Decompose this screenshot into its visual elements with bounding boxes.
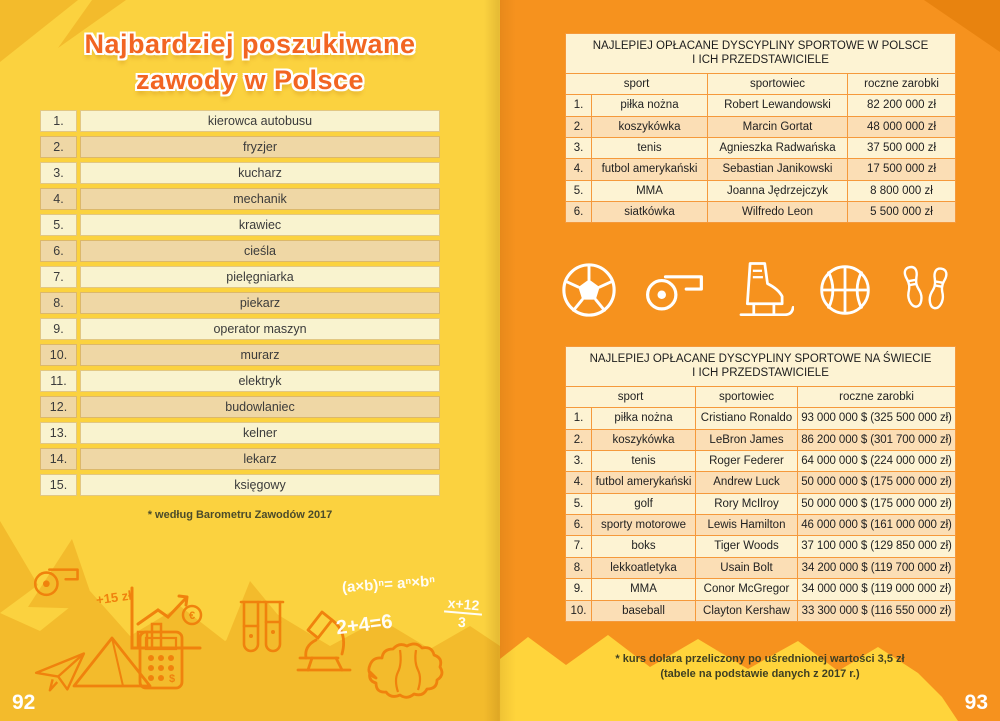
- page-number-left: 92: [12, 691, 36, 714]
- basketball-icon: [817, 262, 873, 318]
- power-formula-label: (a×b)ⁿ= aⁿ×bⁿ: [341, 572, 436, 597]
- job-name: murarz: [80, 344, 440, 366]
- rank-cell: 5.: [566, 493, 592, 514]
- earnings-cell: 37 500 000 zł: [848, 137, 956, 158]
- table-row: [566, 579, 956, 600]
- rank-cell: 5.: [566, 180, 592, 201]
- job-name: elektryk: [80, 370, 440, 392]
- right-footnote: [545, 652, 975, 682]
- rank-cell: 10.: [566, 600, 592, 621]
- job-name: lekarz: [80, 448, 440, 470]
- job-name: krawiec: [80, 214, 440, 236]
- earnings-cell: 82 200 000 zł: [848, 95, 956, 116]
- sport-cell: golf: [592, 493, 696, 514]
- sport-cell: boks: [592, 536, 696, 557]
- rank-cell: 2.: [566, 116, 592, 137]
- col-header-athlete: sportowiec: [708, 73, 848, 94]
- athlete-cell: Tiger Woods: [696, 536, 798, 557]
- table-title-line1: NAJLEPIEJ OPŁACANE DYSCYPLINY SPORTOWE NA ŚWIECIE: [589, 353, 932, 365]
- earnings-cell: 93 000 000 $ (325 500 000 zł): [798, 408, 956, 429]
- job-rank: 7.: [40, 266, 77, 288]
- rank-cell: 1.: [566, 408, 592, 429]
- col-header-sport: sport: [566, 386, 696, 407]
- whistle-icon: [641, 263, 707, 317]
- right-footnote-line2: (tabele na podstawie danych z 2017 r.): [660, 668, 860, 680]
- soccer-ball-icon: [560, 261, 618, 319]
- job-list-row: [40, 188, 440, 210]
- job-list-row: [40, 110, 440, 132]
- sport-cell: koszykówka: [592, 116, 708, 137]
- sport-cell: MMA: [592, 180, 708, 201]
- page-title: [0, 26, 500, 98]
- athlete-cell: Wilfredo Leon: [708, 202, 848, 223]
- athlete-cell: Andrew Luck: [696, 472, 798, 493]
- rank-cell: 8.: [566, 557, 592, 578]
- earnings-cell: 46 000 000 $ (161 000 000 zł): [798, 515, 956, 536]
- job-rank: 1.: [40, 110, 77, 132]
- table-row: [566, 137, 956, 158]
- page-title-line1: Najbardziej poszukiwane: [84, 29, 416, 59]
- left-footnote: * według Barometru Zawodów 2017: [147, 509, 333, 521]
- sport-cell: futbol amerykański: [592, 472, 696, 493]
- world-sports-table: [565, 346, 956, 622]
- sport-cell: MMA: [592, 579, 696, 600]
- job-name: księgowy: [80, 474, 440, 496]
- earnings-cell: 34 200 000 $ (119 700 000 zł): [798, 557, 956, 578]
- table-title-line2: I ICH PRZEDSTAWICIELE: [692, 367, 829, 380]
- rank-cell: 1.: [566, 95, 592, 116]
- rank-cell: 3.: [566, 450, 592, 471]
- rank-cell: 4.: [566, 159, 592, 180]
- job-list-row: [40, 162, 440, 184]
- table-title: [566, 34, 956, 74]
- column-header-row: [566, 73, 956, 94]
- athlete-cell: Robert Lewandowski: [708, 95, 848, 116]
- athlete-cell: LeBron James: [696, 429, 798, 450]
- table-row: [566, 600, 956, 621]
- col-header-sport: sport: [566, 73, 708, 94]
- rank-cell: 9.: [566, 579, 592, 600]
- table-row: [566, 472, 956, 493]
- job-name: pielęgniarka: [80, 266, 440, 288]
- job-list-row: [40, 448, 440, 470]
- athlete-cell: Roger Federer: [696, 450, 798, 471]
- athlete-cell: Usain Bolt: [696, 557, 798, 578]
- svg-text:€: €: [188, 610, 196, 622]
- table-title-line2: I ICH PRZEDSTAWICIELE: [692, 54, 829, 67]
- job-list-row: [40, 240, 440, 262]
- earnings-cell: 17 500 000 zł: [848, 159, 956, 180]
- fraction-label: [443, 594, 483, 631]
- sport-cell: koszykówka: [592, 429, 696, 450]
- brain-icon: [358, 638, 453, 710]
- job-name: fryzjer: [80, 136, 440, 158]
- job-rank: 14.: [40, 448, 77, 470]
- fraction-numerator: x+12: [444, 594, 483, 615]
- table-row: [566, 408, 956, 429]
- job-list-row: [40, 396, 440, 418]
- job-name: kelner: [80, 422, 440, 444]
- job-list-row: [40, 292, 440, 314]
- job-list-row: [40, 266, 440, 288]
- job-name: cieśla: [80, 240, 440, 262]
- calculator-icon: [138, 630, 184, 690]
- sport-cell: sporty motorowe: [592, 515, 696, 536]
- earnings-cell: 37 100 000 $ (129 850 000 zł): [798, 536, 956, 557]
- job-rank: 4.: [40, 188, 77, 210]
- page-right: [500, 0, 1000, 721]
- table-row: [566, 116, 956, 137]
- sport-cell: tenis: [592, 137, 708, 158]
- col-header-earnings: roczne zarobki: [798, 386, 956, 407]
- earnings-cell: 64 000 000 $ (224 000 000 zł): [798, 450, 956, 471]
- job-rank: 8.: [40, 292, 77, 314]
- table-row: [566, 202, 956, 223]
- col-header-athlete: sportowiec: [696, 386, 798, 407]
- earnings-cell: 5 500 000 zł: [848, 202, 956, 223]
- table-title-row: [566, 34, 956, 74]
- sum-formula-label: 2+4=6: [334, 610, 394, 640]
- table-row: [566, 159, 956, 180]
- job-rank: 2.: [40, 136, 77, 158]
- fraction-denominator: 3: [457, 613, 467, 631]
- job-rank: 13.: [40, 422, 77, 444]
- table-row: [566, 450, 956, 471]
- job-rank: 3.: [40, 162, 77, 184]
- plus-fifteen-label: +15 zł: [95, 587, 133, 608]
- poland-sports-table: [565, 33, 956, 223]
- job-rank: 9.: [40, 318, 77, 340]
- job-rank: 5.: [40, 214, 77, 236]
- earnings-cell: 34 000 000 $ (119 000 000 zł): [798, 579, 956, 600]
- table-row: [566, 515, 956, 536]
- job-list-row: [40, 422, 440, 444]
- athlete-cell: Conor McGregor: [696, 579, 798, 600]
- athlete-cell: Sebastian Janikowski: [708, 159, 848, 180]
- job-rank: 10.: [40, 344, 77, 366]
- ice-skate-icon: [730, 258, 794, 322]
- job-rank: 6.: [40, 240, 77, 262]
- rank-cell: 4.: [566, 472, 592, 493]
- athlete-cell: Cristiano Ronaldo: [696, 408, 798, 429]
- sport-cell: piłka nożna: [592, 408, 696, 429]
- job-name: mechanik: [80, 188, 440, 210]
- earnings-cell: 48 000 000 zł: [848, 116, 956, 137]
- earnings-cell: 86 200 000 $ (301 700 000 zł): [798, 429, 956, 450]
- page-number-right: 93: [964, 691, 988, 714]
- table-title-line1: NAJLEPIEJ OPŁACANE DYSCYPLINY SPORTOWE W POLSCE: [592, 40, 929, 52]
- paper-plane-icon: [32, 648, 88, 694]
- job-rank: 12.: [40, 396, 77, 418]
- column-header-row: [566, 386, 956, 407]
- sports-icons-row: [560, 252, 960, 328]
- right-footnote-line1: * kurs dolara przeliczony po uśrednionej wartości 3,5 zł: [615, 653, 905, 665]
- earnings-cell: 50 000 000 $ (175 000 000 zł): [798, 472, 956, 493]
- test-tubes-icon: [236, 598, 288, 660]
- job-name: operator maszyn: [80, 318, 440, 340]
- job-list-row: [40, 214, 440, 236]
- svg-text:$: $: [168, 673, 176, 685]
- earnings-cell: 50 000 000 $ (175 000 000 zł): [798, 493, 956, 514]
- rank-cell: 6.: [566, 202, 592, 223]
- athlete-cell: Agnieszka Radwańska: [708, 137, 848, 158]
- job-rank: 15.: [40, 474, 77, 496]
- whistle-icon: [30, 558, 82, 602]
- athlete-cell: Lewis Hamilton: [696, 515, 798, 536]
- job-name: kierowca autobusu: [80, 110, 440, 132]
- page-title-line2: zawody w Polsce: [135, 65, 365, 95]
- earnings-cell: 33 300 000 $ (116 550 000 zł): [798, 600, 956, 621]
- job-list-row: [40, 370, 440, 392]
- table-title-row: [566, 347, 956, 387]
- earnings-cell: 8 800 000 zł: [848, 180, 956, 201]
- table-row: [566, 493, 956, 514]
- bowling-pins-icon: [896, 260, 960, 320]
- sport-cell: baseball: [592, 600, 696, 621]
- table-title: [566, 347, 956, 387]
- rank-cell: 6.: [566, 515, 592, 536]
- table-row: [566, 536, 956, 557]
- job-name: piekarz: [80, 292, 440, 314]
- athlete-cell: Rory McIlroy: [696, 493, 798, 514]
- job-list-row: [40, 136, 440, 158]
- job-name: budowlaniec: [80, 396, 440, 418]
- table-row: [566, 95, 956, 116]
- job-list-row: [40, 318, 440, 340]
- job-list-row: [40, 344, 440, 366]
- job-name: kucharz: [80, 162, 440, 184]
- athlete-cell: Joanna Jędrzejczyk: [708, 180, 848, 201]
- rank-cell: 7.: [566, 536, 592, 557]
- table-row: [566, 557, 956, 578]
- sport-cell: tenis: [592, 450, 696, 471]
- sport-cell: piłka nożna: [592, 95, 708, 116]
- athlete-cell: Marcin Gortat: [708, 116, 848, 137]
- sport-cell: lekkoatletyka: [592, 557, 696, 578]
- sport-cell: futbol amerykański: [592, 159, 708, 180]
- rank-cell: 2.: [566, 429, 592, 450]
- col-header-earnings: roczne zarobki: [848, 73, 956, 94]
- sport-cell: siatkówka: [592, 202, 708, 223]
- athlete-cell: Clayton Kershaw: [696, 600, 798, 621]
- table-row: [566, 180, 956, 201]
- job-rank: 11.: [40, 370, 77, 392]
- table-row: [566, 429, 956, 450]
- rank-cell: 3.: [566, 137, 592, 158]
- job-list-row: [40, 474, 440, 496]
- job-list: [40, 110, 440, 500]
